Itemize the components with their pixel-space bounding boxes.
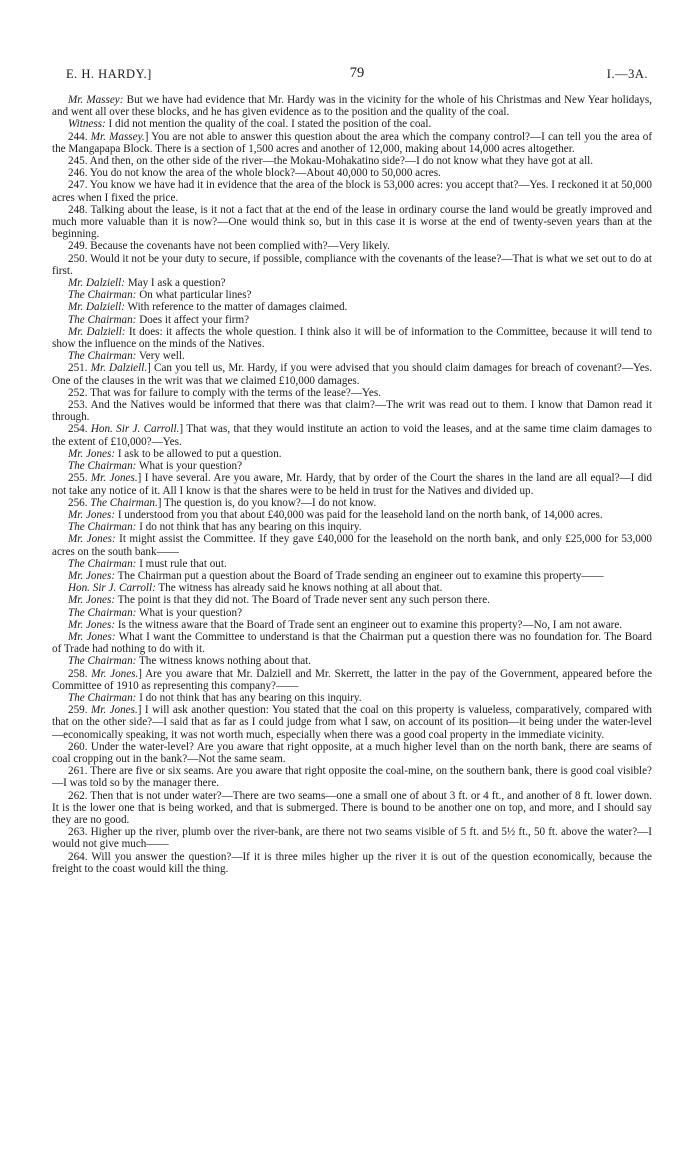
transcript-paragraph (52, 570, 652, 582)
speaker-label: Hon. Sir J. Carroll: (68, 582, 156, 595)
transcript-paragraph (52, 167, 652, 179)
paragraph-text: 264. Will you answer the question?—If it is three miles higher up the river it is out of the question economically, because the freight to the coast would kill the thing. (52, 850, 652, 875)
transcript-paragraph (52, 741, 652, 765)
paragraph-text: Very well. (136, 350, 185, 363)
transcript-paragraph (52, 619, 652, 631)
transcript-paragraph (52, 448, 652, 460)
speaker-label: Hon. Sir J. Carroll. (90, 423, 180, 436)
paragraph-text: 248. Talking about the lease, is it not a fact that at the end of the lease in ordinary course the land would be greatly improved and much more valuable than it is now?—One would think so, but in this case it is worse at the end of twenty-seven years than at the beginning. (52, 203, 652, 241)
speaker-label: Mr. Dalziell: (68, 325, 126, 338)
speaker-label: The Chairman. (90, 496, 158, 509)
paragraph-text: What I want the Committee to understand is that the Chairman put a question there was no foundation for. The Board of Trade had nothing to do with it. (52, 630, 652, 656)
transcript-paragraph (52, 240, 652, 252)
speaker-label: Mr. Jones: (68, 508, 116, 521)
transcript-paragraph (52, 668, 652, 692)
paragraph-text: ] Can you tell us, Mr. Hardy, if you were advised that you should claim damages for breach of covenant?—Yes. One of the clauses in the writ was that we claimed £10,000 damages. (52, 362, 652, 387)
paragraph-text: ] That was, that they would institute an action to void the leases, and at the same time claim damages to the extent of £10,000?—Yes. (52, 423, 652, 448)
paragraph-text: ] Are you aware that Mr. Dalziell and Mr. Skerrett, the latter in the pay of the Government, appeared before the Committee of 1910 as representing this company?—— (52, 667, 653, 692)
transcript-paragraph (52, 826, 652, 850)
paragraph-text: 256. (68, 496, 91, 509)
transcript-paragraph (52, 326, 652, 350)
transcript-paragraph (52, 790, 652, 827)
paragraph-text: Is the witness aware that the Board of Trade sent an engineer out to examine this property?—No, I am not aware. (115, 618, 623, 631)
transcript-paragraph (52, 631, 652, 655)
speaker-label: Mr. Jones: (68, 618, 116, 631)
paragraph-text: 263. Higher up the river, plumb over the river-bank, are there not two seams visible of 5 ft. and 5½ ft., 50 ft. above the water?—I would not give much—— (52, 826, 652, 851)
transcript-paragraph (52, 497, 652, 509)
transcript-paragraph (52, 692, 652, 704)
paragraph-text: On what particular lines? (136, 289, 252, 302)
speaker-label: Mr. Dalziell: (68, 301, 125, 314)
paragraph-text: 250. Would it not be your duty to secure, if possible, compliance with the covenants of the lease?—That is what we set out to do at first. (52, 252, 652, 277)
header-witness-name: E. H. HARDY.] (66, 67, 152, 81)
transcript-paragraph (52, 204, 652, 241)
transcript-paragraph (52, 594, 652, 606)
transcript-paragraph (52, 253, 652, 277)
paragraph-text: 249. Because the covenants have not been complied with?—Very likely. (68, 240, 390, 253)
paragraph-text: I must rule that out. (136, 557, 227, 570)
transcript-body (52, 94, 652, 875)
speaker-label: Mr. Jones: (68, 533, 116, 546)
paragraph-text: 259. (68, 704, 91, 717)
transcript-paragraph (52, 460, 652, 472)
transcript-paragraph (52, 387, 652, 399)
transcript-paragraph (52, 277, 652, 289)
speaker-label: The Chairman: (68, 313, 137, 326)
paragraph-text: I understood from you that about £40,000 was paid for the leasehold land on the north bank, of 14,000 acres. (115, 508, 603, 521)
transcript-paragraph (52, 655, 652, 667)
paragraph-text: 251. (68, 362, 91, 375)
paragraph-text: 244. (68, 130, 91, 143)
speaker-label: Mr. Jones. (91, 667, 139, 680)
transcript-paragraph (52, 155, 652, 167)
transcript-paragraph (52, 289, 652, 301)
speaker-label: Mr. Massey. (90, 130, 145, 143)
speaker-label: The Chairman: (68, 691, 137, 704)
paragraph-text: The point is that they did not. The Board of Trade never sent any such person there. (115, 594, 490, 607)
speaker-label: Witness: (68, 118, 106, 131)
paragraph-text: 252. That was for failure to comply with the terms of the lease?—Yes. (68, 386, 382, 399)
transcript-paragraph (52, 533, 652, 557)
paragraph-text: Does it affect your firm? (136, 313, 250, 326)
transcript-paragraph (52, 118, 652, 130)
paragraph-text: What is your question? (136, 460, 243, 473)
paragraph-text: 253. And the Natives would be informed that there was that claim?—The writ was read out to them. I know that Damon read it through. (52, 399, 652, 424)
paragraph-text: May I ask a question? (124, 277, 226, 290)
paragraph-text: The witness has already said he knows nothing at all about that. (155, 582, 443, 595)
speaker-label: The Chairman: (68, 557, 137, 570)
paragraph-text: I ask to be allowed to put a question. (115, 447, 282, 460)
paragraph-text: I did not mention the quality of the coal. I stated the position of the coal. (105, 118, 432, 131)
speaker-label: Mr. Jones. (90, 472, 138, 485)
transcript-paragraph (52, 94, 652, 118)
speaker-label: Mr. Jones: (68, 630, 116, 643)
transcript-paragraph (52, 765, 652, 789)
transcript-paragraph (52, 423, 652, 447)
speaker-label: Mr. Jones: (68, 569, 116, 582)
paragraph-text: The witness knows nothing about that. (136, 655, 312, 668)
paragraph-text: 246. You do not know the area of the whole block?—About 40,000 to 50,000 acres. (68, 167, 441, 180)
transcript-paragraph (52, 582, 652, 594)
speaker-label: The Chairman: (68, 289, 137, 302)
speaker-label: The Chairman: (68, 460, 137, 473)
header-paper-reference: I.—3A. (606, 67, 648, 81)
transcript-paragraph (52, 399, 652, 423)
paragraph-text: ] I will ask another question: You stated that the coal on this property is valueless, comparatively, compared with that on the other side?—I said that as far as I could judge from what I saw, on account of its position—it being under the water-level—economically speaking, it was not worth much, especially when there was a good coal property in the immediate vicinity. (52, 704, 652, 741)
page-number: 79 (349, 65, 365, 81)
paragraph-text: 260. Under the water-level? Are you aware that right opposite, at a much higher level than on the north bank, there are seams of coal cropping out in the bank?—Not the same seam. (52, 740, 652, 765)
speaker-label: The Chairman: (68, 350, 137, 363)
transcript-paragraph (52, 472, 652, 496)
transcript-paragraph (52, 362, 652, 386)
speaker-label: Mr. Dalziell. (90, 362, 148, 375)
transcript-paragraph (52, 704, 652, 741)
speaker-label: Mr. Jones. (90, 704, 138, 717)
transcript-paragraph (52, 350, 652, 362)
transcript-paragraph (52, 131, 652, 155)
paragraph-text: What is your question? (136, 606, 243, 619)
paragraph-text: 247. You know we have had it in evidence that the area of the block is 53,000 acres: you accept that?—Yes. I reckoned it at 50,000 acres when I fixed the price. (52, 179, 652, 204)
transcript-paragraph (52, 314, 652, 326)
paragraph-text: With reference to the matter of damages claimed. (124, 301, 348, 314)
paragraph-text: ] You are not able to answer this question about the area which the company control?—I can tell you the area of the Mangapapa Block. There is a section of 1,500 acres and another of 12,000, making about 14,000 acres altogether. (52, 130, 653, 155)
speaker-label: Mr. Dalziell: (68, 277, 125, 290)
transcript-paragraph (52, 558, 652, 570)
speaker-label: The Chairman: (68, 606, 137, 619)
speaker-label: The Chairman: (68, 521, 137, 534)
speaker-label: Mr. Massey: (68, 94, 124, 106)
paragraph-text: 254. (68, 423, 91, 436)
paragraph-text: I do not think that has any bearing on this inquiry. (136, 521, 362, 534)
speaker-label: Mr. Jones: (68, 594, 116, 607)
paragraph-text: 258. (68, 667, 92, 680)
paragraph-text: It does: it affects the whole question. I think also it will be of information to the Committee, because it will tend to show the influence on the minds of the Natives. (52, 325, 653, 351)
speaker-label: The Chairman: (68, 655, 137, 668)
paragraph-text: I do not think that has any bearing on this inquiry. (136, 691, 362, 704)
paragraph-text: ] I have several. Are you aware, Mr. Hardy, that by order of the Court the shares in the land are all equal?—I did not take any notice of it. All I know is that the shares were to be held in trust for the Natives and divided up. (52, 472, 652, 497)
transcript-paragraph (52, 179, 652, 203)
paragraph-text: It might assist the Committee. If they gave £40,000 for the leasehold on the north bank, and only £25,000 for 53,000 acres on the south bank—— (52, 533, 652, 558)
paragraph-text: 255. (68, 472, 91, 485)
paragraph-text: The Chairman put a question about the Board of Trade sending an engineer out to examine this property—— (115, 569, 604, 582)
paragraph-text: 245. And then, on the other side of the river—the Mokau-Mohakatino side?—I do not know what they have got at all. (68, 155, 594, 168)
transcript-paragraph (52, 301, 652, 313)
speaker-label: Mr. Jones: (68, 447, 116, 460)
paragraph-text: ] The question is, do you know?—I do not know. (157, 496, 377, 509)
paragraph-text: 261. There are five or six seams. Are you aware that right opposite the coal-mine, on the southern bank, there is good coal visible?—I was told so by the manager there. (52, 765, 652, 790)
paragraph-text: 262. Then that is not under water?—There are two seams—one a small one of about 3 ft. or 4 ft., and another of 8 ft. lower down. It is the lower one that is being worked, and that is submerged. There is bound to be another one on top, and more, and I should say they are no good. (52, 789, 652, 826)
paragraph-text: But we have had evidence that Mr. Hardy was in the vicinity for the whole of his Christmas and New Year holidays, and went all over these blocks, and he has given evidence as to the position and the quality of the coal. (52, 94, 652, 119)
transcript-paragraph (52, 509, 652, 521)
transcript-paragraph (52, 521, 652, 533)
transcript-paragraph (52, 607, 652, 619)
transcript-paragraph (52, 851, 652, 875)
page-header (66, 67, 648, 85)
